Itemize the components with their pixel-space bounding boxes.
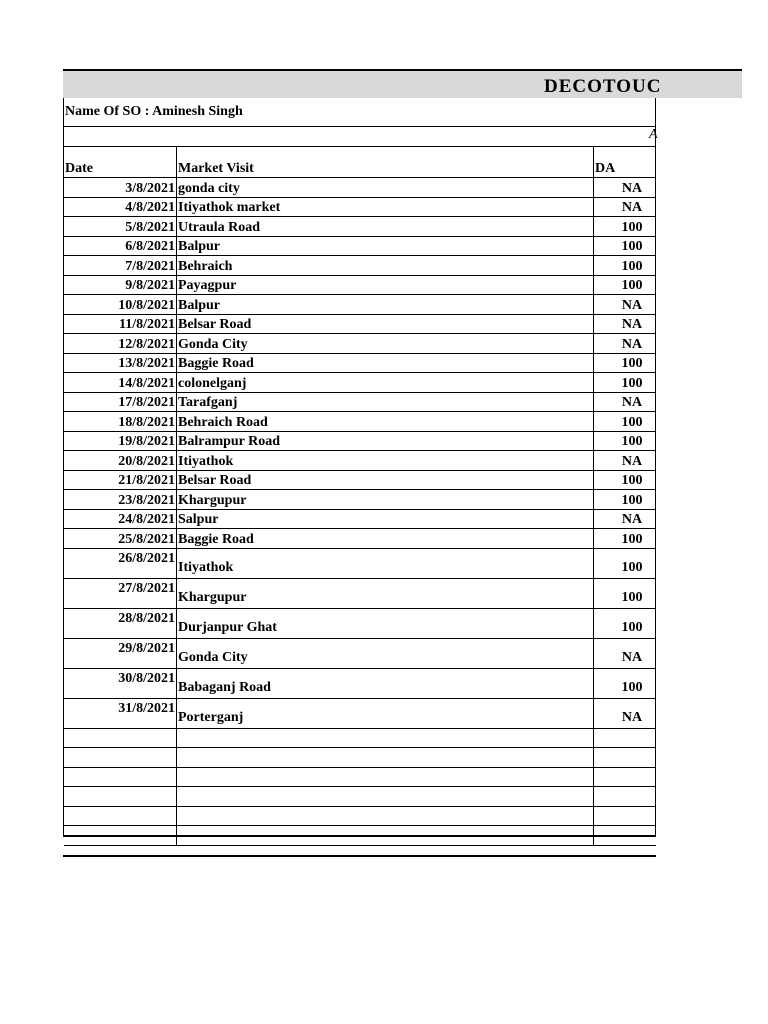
market-cell: Salpur	[177, 509, 594, 529]
table-row	[64, 451, 656, 471]
date-cell: 24/8/2021	[64, 509, 177, 529]
da-cell: 100	[594, 548, 657, 578]
date-cell: 10/8/2021	[64, 295, 177, 315]
market-cell	[177, 748, 594, 768]
date-cell	[64, 748, 177, 768]
market-cell: Belsar Road	[177, 314, 594, 334]
da-cell: 100	[594, 412, 657, 432]
da-cell	[594, 728, 657, 748]
bottom-rule	[63, 855, 656, 857]
header-date: Date	[64, 147, 177, 178]
market-cell: Baggie Road	[177, 529, 594, 549]
date-cell	[64, 826, 177, 846]
da-cell: NA	[594, 334, 657, 354]
da-cell: NA	[594, 197, 657, 217]
date-cell: 30/8/2021	[64, 668, 177, 698]
market-cell: Khargupur	[177, 578, 594, 608]
table-row	[64, 668, 656, 698]
market-cell: Behraich	[177, 256, 594, 276]
market-cell: Itiyathok	[177, 451, 594, 471]
table-row	[64, 728, 656, 748]
date-cell	[64, 806, 177, 826]
da-cell: 100	[594, 668, 657, 698]
da-cell: 100	[594, 275, 657, 295]
market-cell: Payagpur	[177, 275, 594, 295]
date-cell	[64, 767, 177, 787]
da-cell: 100	[594, 470, 657, 490]
table-row	[64, 353, 656, 373]
table-row	[64, 509, 656, 529]
table-row	[64, 275, 656, 295]
table-row	[64, 826, 656, 846]
table-row	[64, 334, 656, 354]
market-cell: Babaganj Road	[177, 668, 594, 698]
da-cell: 100	[594, 529, 657, 549]
market-cell: Itiyathok	[177, 548, 594, 578]
date-cell: 25/8/2021	[64, 529, 177, 549]
table-row	[64, 373, 656, 393]
market-cell	[177, 728, 594, 748]
date-cell: 20/8/2021	[64, 451, 177, 471]
table-row	[64, 638, 656, 668]
market-cell: gonda city	[177, 178, 594, 198]
da-cell: 100	[594, 373, 657, 393]
da-cell: NA	[594, 178, 657, 198]
market-cell: Balrampur Road	[177, 431, 594, 451]
date-cell: 9/8/2021	[64, 275, 177, 295]
table-row	[64, 470, 656, 490]
table-header-row	[64, 147, 656, 178]
da-cell: 100	[594, 490, 657, 510]
da-cell	[594, 787, 657, 807]
da-cell: 100	[594, 578, 657, 608]
date-cell	[64, 787, 177, 807]
date-cell: 13/8/2021	[64, 353, 177, 373]
table-row	[64, 431, 656, 451]
da-cell: NA	[594, 451, 657, 471]
date-cell: 4/8/2021	[64, 197, 177, 217]
market-cell: Behraich Road	[177, 412, 594, 432]
market-cell: Khargupur	[177, 490, 594, 510]
date-cell: 26/8/2021	[64, 548, 177, 578]
date-cell: 18/8/2021	[64, 412, 177, 432]
table-row	[64, 548, 656, 578]
date-cell: 23/8/2021	[64, 490, 177, 510]
table-row	[64, 217, 656, 237]
da-cell: NA	[594, 392, 657, 412]
date-cell	[64, 728, 177, 748]
date-cell: 12/8/2021	[64, 334, 177, 354]
da-cell: NA	[594, 295, 657, 315]
market-cell: Balpur	[177, 236, 594, 256]
visit-table	[64, 146, 656, 846]
market-cell	[177, 767, 594, 787]
table-row	[64, 314, 656, 334]
market-cell	[177, 787, 594, 807]
market-cell: Baggie Road	[177, 353, 594, 373]
market-cell: Gonda City	[177, 334, 594, 354]
table-row	[64, 490, 656, 510]
table-row	[64, 698, 656, 728]
table-row	[64, 608, 656, 638]
market-cell: Itiyathok market	[177, 197, 594, 217]
da-cell: NA	[594, 698, 657, 728]
clipped-text: A	[649, 127, 658, 142]
da-cell	[594, 767, 657, 787]
table-row	[64, 806, 656, 826]
market-cell: Porterganj	[177, 698, 594, 728]
table-row	[64, 529, 656, 549]
market-cell: Gonda City	[177, 638, 594, 668]
market-cell	[177, 826, 594, 846]
da-cell: 100	[594, 431, 657, 451]
date-cell: 29/8/2021	[64, 638, 177, 668]
da-cell: NA	[594, 638, 657, 668]
date-cell: 5/8/2021	[64, 217, 177, 237]
da-cell: NA	[594, 509, 657, 529]
date-cell: 14/8/2021	[64, 373, 177, 393]
date-cell: 11/8/2021	[64, 314, 177, 334]
market-cell: colonelganj	[177, 373, 594, 393]
table-row	[64, 578, 656, 608]
da-cell: 100	[594, 608, 657, 638]
date-cell: 7/8/2021	[64, 256, 177, 276]
date-cell: 31/8/2021	[64, 698, 177, 728]
market-cell: Utraula Road	[177, 217, 594, 237]
da-cell: 100	[594, 353, 657, 373]
date-cell: 6/8/2021	[64, 236, 177, 256]
document-title: DECOTOUC	[544, 76, 662, 97]
da-cell	[594, 806, 657, 826]
so-name-label: Name Of SO : Aminesh Singh	[65, 104, 243, 119]
date-cell: 19/8/2021	[64, 431, 177, 451]
market-cell: Balpur	[177, 295, 594, 315]
table-row	[64, 197, 656, 217]
date-cell: 28/8/2021	[64, 608, 177, 638]
title-band	[63, 69, 742, 98]
table-row	[64, 412, 656, 432]
da-cell: 100	[594, 236, 657, 256]
market-cell: Belsar Road	[177, 470, 594, 490]
date-cell: 21/8/2021	[64, 470, 177, 490]
header-market: Market Visit	[177, 147, 594, 178]
table-row	[64, 748, 656, 768]
table-row	[64, 256, 656, 276]
table-row	[64, 767, 656, 787]
table-row	[64, 392, 656, 412]
divider	[64, 126, 655, 127]
sheet	[63, 98, 656, 837]
date-cell: 17/8/2021	[64, 392, 177, 412]
market-cell	[177, 806, 594, 826]
da-cell	[594, 748, 657, 768]
market-cell: Tarafganj	[177, 392, 594, 412]
table-row	[64, 787, 656, 807]
table-row	[64, 178, 656, 198]
table-row	[64, 236, 656, 256]
header-da: DA	[594, 147, 657, 178]
date-cell: 3/8/2021	[64, 178, 177, 198]
date-cell: 27/8/2021	[64, 578, 177, 608]
da-cell: 100	[594, 256, 657, 276]
table-row	[64, 295, 656, 315]
da-cell: 100	[594, 217, 657, 237]
da-cell: NA	[594, 314, 657, 334]
da-cell	[594, 826, 657, 846]
market-cell: Durjanpur Ghat	[177, 608, 594, 638]
